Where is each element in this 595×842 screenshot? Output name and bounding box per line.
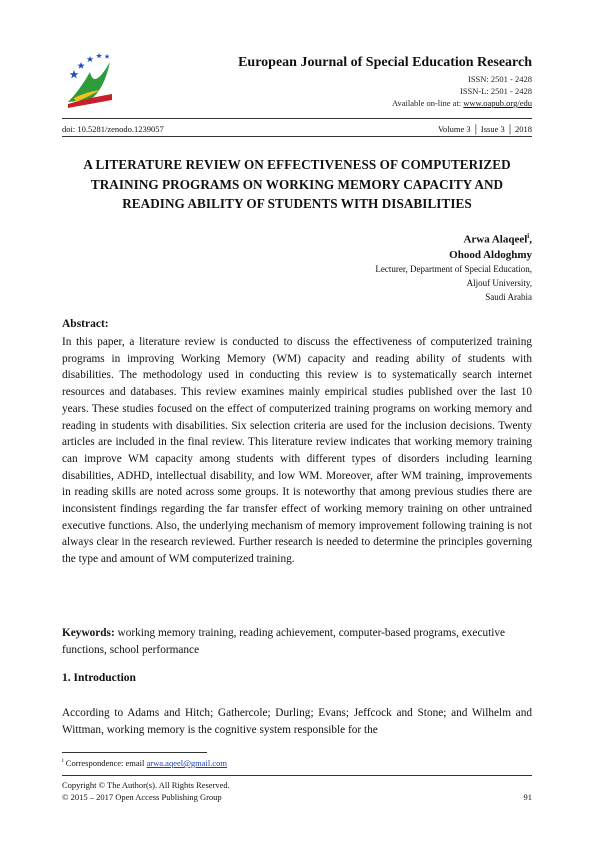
affiliation-line: Aljouf University, (466, 278, 532, 288)
doi: doi: 10.5281/zenodo.1239057 (62, 124, 164, 134)
affiliation-line: Lecturer, Department of Special Education, (375, 264, 532, 274)
introduction-text: According to Adams and Hitch; Gathercole; Durling; Evans; Jeffcock and Stone; and Wilhelm and Wittman, working memory is the cognitive system responsible for the (62, 707, 532, 736)
abstract-heading: Abstract: (62, 318, 109, 330)
online-prefix: Available on-line at: (391, 98, 464, 108)
author-1-name: Arwa Alaqeel (463, 233, 528, 246)
journal-url-link[interactable]: www.oapub.org/edu (463, 98, 532, 108)
volume-issue-year: Volume 3 │ Issue 3 │ 2018 (437, 124, 532, 134)
footnote-mark: i (62, 758, 64, 765)
copyright: Copyright © The Author(s). All Rights Reserved. (62, 780, 230, 790)
author-1 (463, 232, 532, 246)
journal-title: European Journal of Special Education Research (238, 55, 532, 70)
paper-title: A LITERATURE REVIEW ON EFFECTIVENESS OF COMPUTERIZED TRAINING PROGRAMS ON WORKING MEMORY CAPACITY AND READING ABILITY OF STUDENTS WITH DISABILITIES (83, 157, 511, 211)
abstract-text: In this paper, a literature review is conducted to discuss the effectiveness of computerized training programs in improving Working Memory (WM) capacity and reading ability of students with disabilities. The methodology used in conducting this review is to systematically search internet resources and databases. This review examines mainly empirical studies published over the last 10 years. These studies focused on the effect of computerized training programs on working memory and reading in students with disabilities. Six selection criteria are used for the inclusion decisions. Twenty articles are included in the final review. This literature review indicates that working memory training can improve WM capacity among students with different types of disorders including learning disabilities, ADHD, intellectual disability, and low WM. Moreover, after WM training, improvements in reading skills are noted across some groups. It is noteworthy that among previous studies there are inconsistent findings regarding the far transfer effect of working memory training on other untrained executive functions. Also, the underlying mechanism of memory improvement following training is not always clear in the research reviewed. Further research is needed to determine the principles governing the type and amount of WM computerized training. (62, 336, 532, 566)
keywords-label: Keywords: (62, 627, 115, 639)
author-1-separator: , (529, 233, 532, 246)
footnote-rule (62, 752, 207, 753)
footer-rule (62, 775, 532, 776)
issn-l: ISSN-L: 2501 - 2428 (459, 86, 532, 96)
section-heading-introduction: 1. Introduction (62, 672, 136, 684)
author-1-footnote-mark: i (527, 232, 530, 240)
correspondence-email-link[interactable]: arwa.aqeel@gmail.com (146, 758, 228, 768)
footnote (62, 758, 227, 768)
page-number: 91 (523, 792, 532, 802)
keywords (62, 625, 532, 658)
header-rule (62, 118, 532, 119)
author-2: Ohood Aldoghmy (449, 249, 532, 261)
affiliation-line: Saudi Arabia (485, 292, 532, 302)
publisher: © 2015 – 2017 Open Access Publishing Group (62, 792, 222, 802)
footnote-prefix: Correspondence: email (63, 758, 147, 768)
online-availability (392, 98, 532, 108)
journal-logo-icon (60, 50, 122, 112)
issn: ISSN: 2501 - 2428 (468, 74, 532, 84)
meta-rule (62, 136, 532, 137)
keywords-text: working memory training, reading achievement, computer-based programs, executive functions, school performance (62, 627, 506, 656)
